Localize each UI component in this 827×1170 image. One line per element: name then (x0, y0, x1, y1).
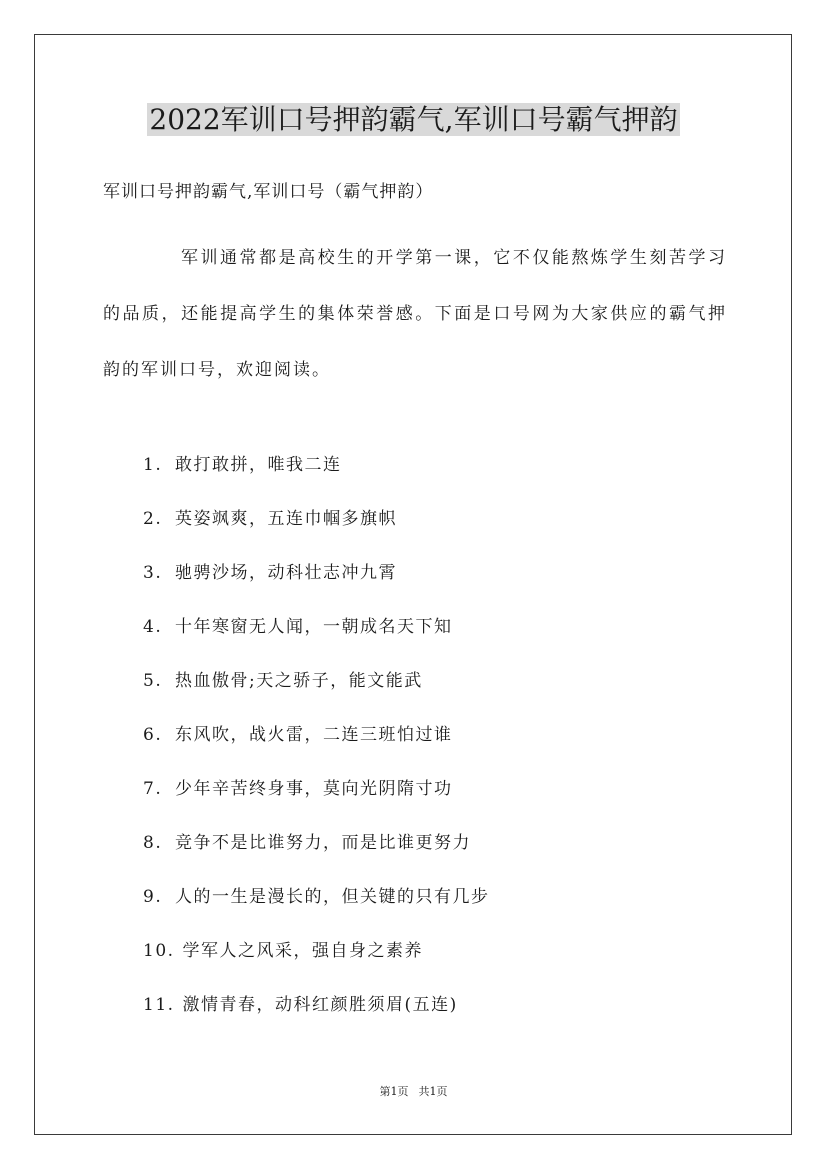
slogan-text: 激情青春，动科红颜胜须眉(五连) (182, 995, 458, 1015)
slogan-number: 10. (143, 941, 175, 961)
slogan-text: 英姿飒爽，五连巾帼多旗帜 (175, 509, 397, 529)
slogan-item (143, 663, 490, 717)
page-number: 第1页 (379, 1085, 409, 1098)
slogan-number: 11. (143, 995, 175, 1015)
document-title (0, 98, 827, 142)
slogan-number: 1. (143, 455, 163, 475)
slogan-text: 少年辛苦终身事，莫向光阴隋寸功 (175, 779, 453, 799)
slogan-text: 竞争不是比谁努力，而是比谁更努力 (175, 833, 471, 853)
slogan-text: 人的一生是漫长的，但关键的只有几步 (175, 887, 490, 907)
slogan-item (143, 717, 490, 771)
slogan-number: 9. (143, 887, 163, 907)
slogan-item (143, 555, 490, 609)
slogan-text: 东风吹，战火雷，二连三班怕过谁 (175, 725, 453, 745)
slogan-number: 8. (143, 833, 163, 853)
slogan-item (143, 825, 490, 879)
slogan-number: 6. (143, 725, 163, 745)
page-footer (0, 1082, 827, 1102)
slogan-item (143, 501, 490, 555)
slogan-number: 7. (143, 779, 163, 799)
intro-paragraph: 军训通常都是高校生的开学第一课，它不仅能熬炼学生刻苦学习的品质，还能提高学生的集体荣誉感。下面是口号网为大家供应的霸气押韵的军训口号，欢迎阅读。 (103, 248, 727, 380)
slogan-item (143, 987, 490, 1041)
slogan-list (143, 447, 490, 1041)
slogan-text: 驰骋沙场，动科壮志冲九霄 (175, 563, 397, 583)
slogan-text: 敢打敢拼，唯我二连 (175, 455, 342, 475)
slogan-item (143, 933, 490, 987)
slogan-item (143, 609, 490, 663)
slogan-item (143, 879, 490, 933)
document-title-text: 2022军训口号押韵霸气,军训口号霸气押韵 (149, 103, 678, 136)
slogan-item (143, 447, 490, 501)
slogan-text: 十年寒窗无人闻，一朝成名天下知 (175, 617, 453, 637)
slogan-number: 2. (143, 509, 163, 529)
slogan-number: 4. (143, 617, 163, 637)
slogan-number: 3. (143, 563, 163, 583)
document-subtitle: 军训口号押韵霸气,军训口号（霸气押韵） (103, 182, 434, 202)
slogan-number: 5. (143, 671, 163, 691)
slogan-text: 学军人之风采，强自身之素养 (182, 941, 424, 961)
slogan-text: 热血傲骨;天之骄子，能文能武 (175, 671, 423, 691)
slogan-item (143, 771, 490, 825)
page-total: 共1页 (418, 1085, 448, 1098)
